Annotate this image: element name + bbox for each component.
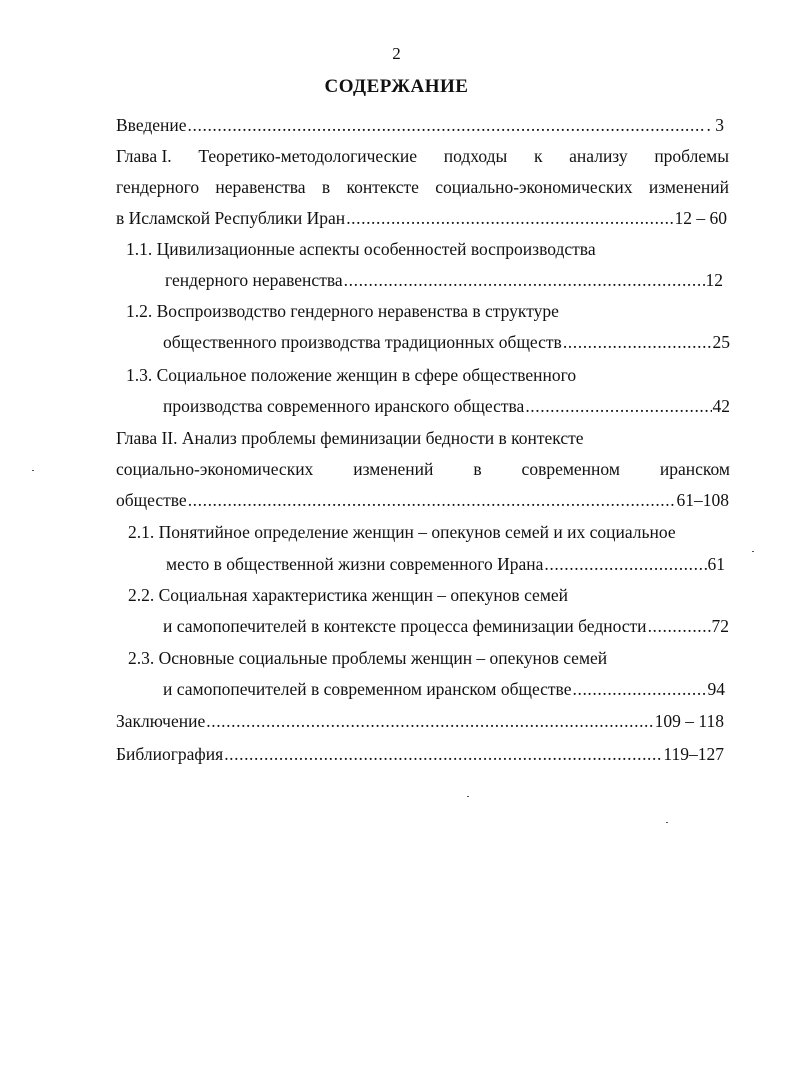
toc-label: общественного производства традиционных обществ [163, 332, 562, 352]
toc-section-2-3-line-2 [163, 678, 725, 700]
toc-leader-dots [573, 678, 707, 700]
toc-leader-dots [648, 615, 711, 637]
toc-section-1-1-line-2 [165, 269, 723, 291]
toc-section-1-3-line-1: 1.3. Социальное положение женщин в сфере общественного [126, 365, 577, 385]
toc-chapter-1-line-3 [116, 207, 727, 229]
toc-leader-dots [188, 114, 706, 136]
toc-entry-bibliography [116, 743, 724, 765]
toc-leader-dots [544, 553, 706, 575]
toc-page: . 3 [706, 115, 724, 135]
scan-speck [752, 551, 754, 552]
toc-label: обществе [116, 490, 187, 510]
scan-speck [32, 470, 34, 471]
toc-section-1-3-line-2 [163, 395, 730, 417]
page-number: 2 [392, 44, 401, 63]
toc-page: 119–127 [663, 744, 724, 764]
toc-entry-conclusion [116, 710, 724, 732]
toc-leader-dots [188, 489, 676, 511]
toc-label: и самопопечителей в современном иранском обществе [163, 679, 572, 699]
toc-leader-dots [206, 710, 653, 732]
toc-chapter-1-line-2: гендерного неравенства в контексте социально-экономических изменений [116, 177, 729, 197]
toc-label: Введение [116, 115, 187, 135]
toc-label: в Исламской Республики Иран [116, 208, 346, 228]
toc-leader-dots [563, 331, 712, 353]
toc-label: производства современного иранского общества [163, 396, 525, 416]
toc-label: место в общественной жизни современного Ирана [166, 554, 544, 574]
page-title: СОДЕРЖАНИЕ [324, 76, 469, 97]
toc-page: 109 – 118 [654, 711, 724, 731]
toc-chapter-1-line-1: Глава I. Теоретико-методологические подходы к анализу проблемы [116, 146, 729, 166]
toc-leader-dots [346, 207, 673, 229]
toc-page: 12 – 60 [674, 208, 727, 228]
toc-section-2-2-line-2 [163, 615, 729, 637]
toc-page: 61 [707, 554, 725, 574]
toc-chapter-2-line-3 [116, 489, 729, 511]
scan-speck [467, 796, 469, 797]
toc-chapter-2-line-2: социально-экономических изменений в современном иранском [116, 459, 730, 479]
toc-page: 12 [705, 270, 723, 290]
scan-speck [666, 822, 668, 823]
toc-label: гендерного неравенства [165, 270, 343, 290]
toc-leader-dots [344, 269, 705, 291]
toc-leader-dots [525, 395, 711, 417]
toc-section-2-1-line-1: 2.1. Понятийное определение женщин – опекунов семей и их социальное [128, 522, 676, 542]
toc-page: 72 [711, 616, 729, 636]
toc-label: и самопопечителей в контексте процесса феминизации бедности [163, 616, 647, 636]
toc-section-1-2-line-1: 1.2. Воспроизводство гендерного неравенства в структуре [126, 301, 559, 321]
toc-label: Заключение [116, 711, 206, 731]
toc-section-2-1-line-2 [166, 553, 725, 575]
toc-chapter-2-line-1: Глава II. Анализ проблемы феминизации бедности в контексте [116, 428, 584, 448]
toc-section-1-1-line-1: 1.1. Цивилизационные аспекты особенностей воспроизводства [126, 239, 596, 259]
toc-section-2-2-line-1: 2.2. Социальная характеристика женщин – опекунов семей [128, 585, 569, 605]
toc-leader-dots [224, 743, 662, 765]
toc-page: 61–108 [676, 490, 729, 510]
toc-page: 42 [712, 396, 730, 416]
toc-entry-introduction [116, 114, 724, 136]
toc-section-2-3-line-1: 2.3. Основные социальные проблемы женщин – опекунов семей [128, 648, 608, 668]
toc-section-1-2-line-2 [163, 331, 730, 353]
toc-page: 25 [712, 332, 730, 352]
toc-page: 94 [707, 679, 725, 699]
toc-label: Библиография [116, 744, 224, 764]
